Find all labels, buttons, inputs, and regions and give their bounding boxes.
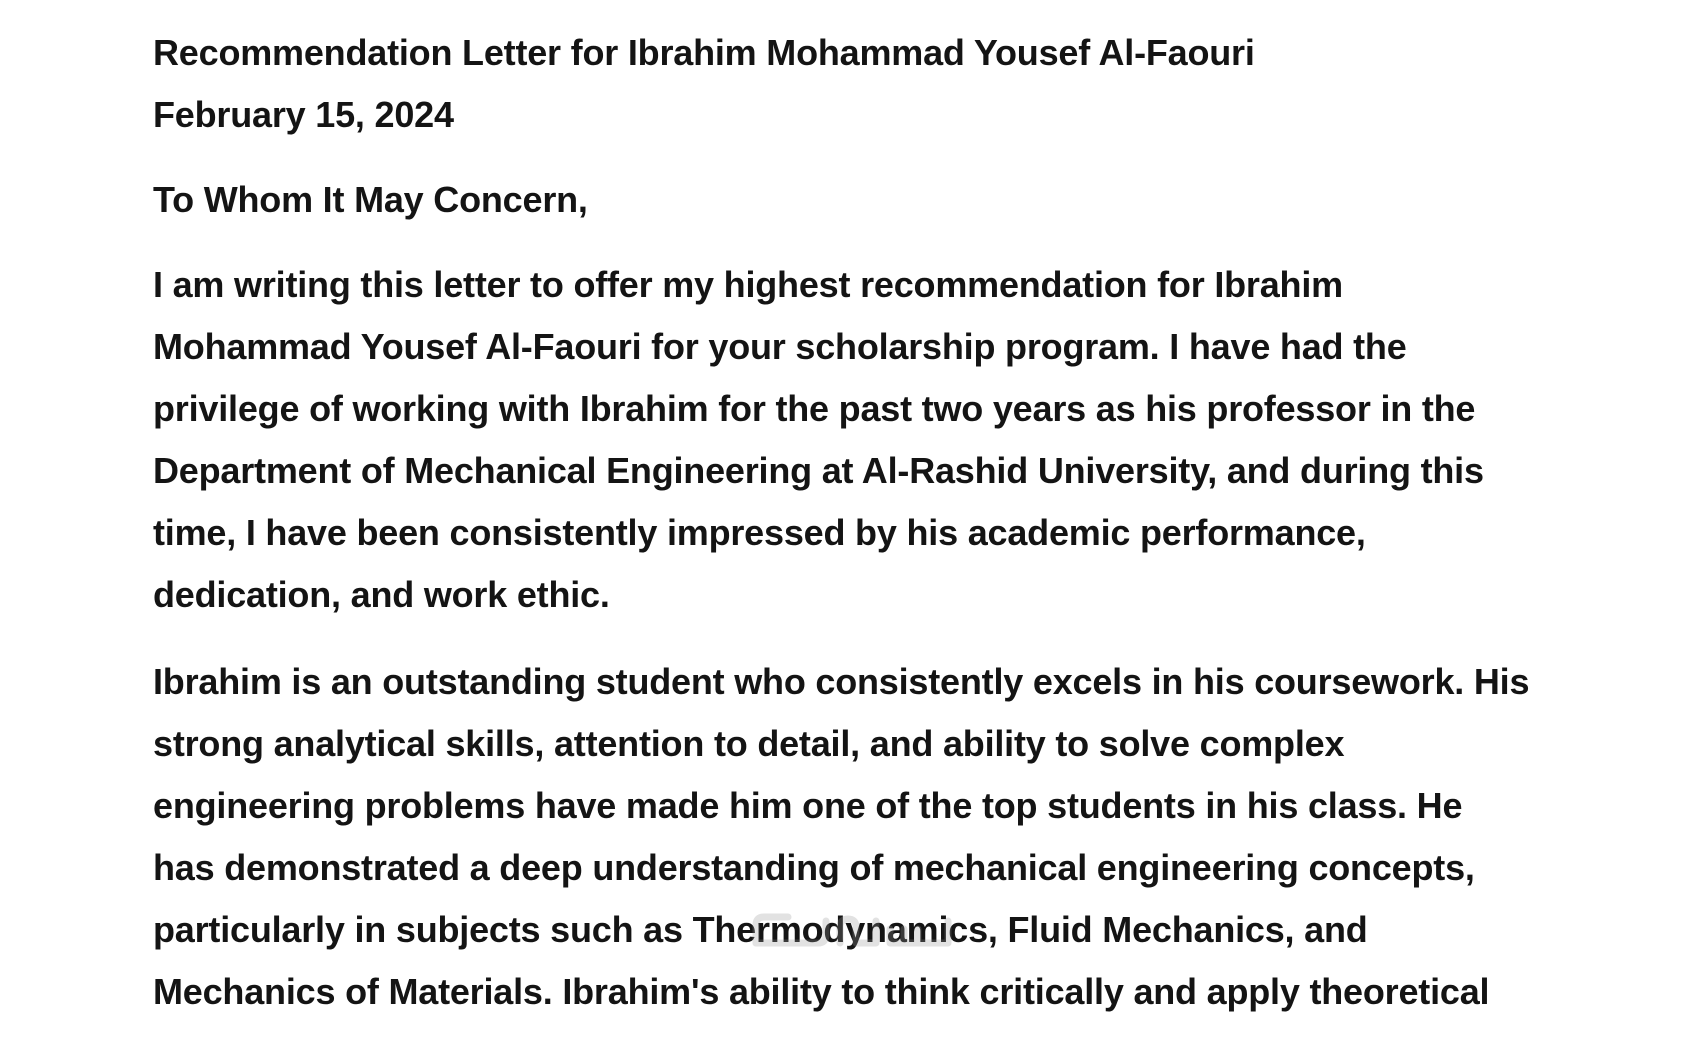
letter-document	[153, 22, 1593, 1048]
paragraph-line: dedication, and work ethic.	[153, 574, 610, 615]
paragraph-line: particularly in subjects such as Thermodynamics, Fluid Mechanics, and	[153, 909, 1368, 950]
paragraph-line: strong analytical skills, attention to detail, and ability to solve complex	[153, 723, 1345, 764]
paragraph-line: engineering problems have made him one of the top students in his class. He	[153, 785, 1463, 826]
paragraph-line: Mechanics of Materials. Ibrahim's ability to think critically and apply theoretical	[153, 971, 1490, 1012]
paragraph-1	[153, 254, 1593, 626]
letter-date: February 15, 2024	[153, 94, 454, 135]
paragraph-line: Ibrahim is an outstanding student who consistently excels in his coursework. His	[153, 661, 1530, 702]
watermark-stroke	[756, 917, 788, 943]
paragraph-line: Department of Mechanical Engineering at Al-Rashid University, and during this	[153, 450, 1484, 491]
paragraph-line: I am writing this letter to offer my highest recommendation for Ibrahim	[153, 264, 1343, 305]
platform-logo-watermark-icon	[748, 903, 958, 959]
paragraph-line: time, I have been consistently impressed by his academic performance,	[153, 512, 1366, 553]
paragraph-2	[153, 651, 1593, 1023]
paragraph-line: has demonstrated a deep understanding of mechanical engineering concepts,	[153, 847, 1475, 888]
paragraph-line: privilege of working with Ibrahim for the past two years as his professor in the	[153, 388, 1476, 429]
watermark-stroke	[890, 921, 948, 943]
letter-title: Recommendation Letter for Ibrahim Mohammad Yousef Al-Faouri	[153, 32, 1255, 73]
salutation: To Whom It May Concern,	[153, 179, 588, 220]
watermark-stroke	[756, 921, 826, 943]
paragraph-line: Mohammad Yousef Al-Faouri for your scholarship program. I have had the	[153, 326, 1407, 367]
watermark-stroke	[840, 919, 876, 943]
